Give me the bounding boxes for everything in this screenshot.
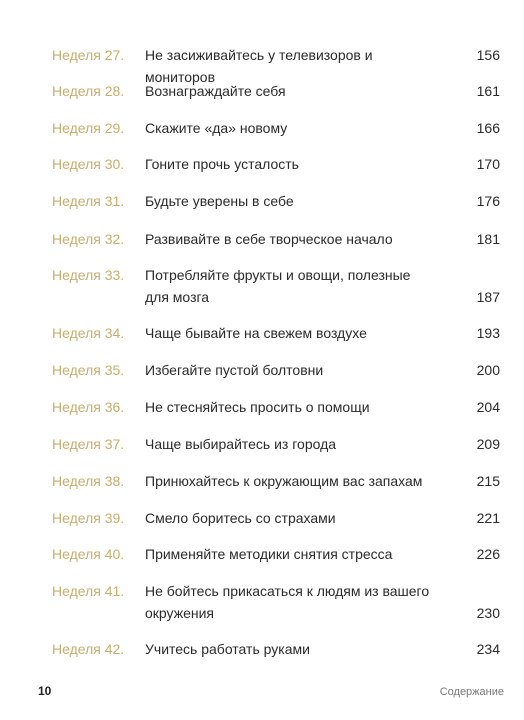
week-label: Неделя 29.	[52, 120, 125, 136]
chapter-title: Не стесняйтесь просить о помощи	[145, 399, 370, 415]
chapter-title: Скажите «да» новому	[145, 120, 288, 136]
chapter-title: Чаще бывайте на свежем воздухе	[145, 325, 367, 341]
chapter-title: Применяйте методики снятия стресса	[145, 546, 393, 562]
week-label: Неделя 37.	[52, 436, 125, 452]
week-label: Неделя 39.	[52, 510, 125, 526]
chapter-title: Смело боритесь со страхами	[145, 510, 336, 526]
chapter-title: Гоните прочь усталость	[145, 156, 299, 172]
week-label: Неделя 34.	[52, 325, 125, 341]
week-label: Неделя 32.	[52, 231, 125, 247]
page-number: 204	[476, 399, 500, 415]
page-number: 209	[476, 436, 500, 452]
week-label: Неделя 27.	[52, 47, 125, 63]
page-number: 234	[476, 641, 500, 657]
page-number: 156	[476, 47, 500, 63]
page-number: 193	[476, 325, 500, 341]
page-number: 215	[476, 473, 500, 489]
page-number: 226	[476, 546, 500, 562]
week-label: Неделя 28.	[52, 83, 125, 99]
chapter-title: Вознаграждайте себя	[145, 83, 286, 99]
page-number: 230	[476, 605, 500, 621]
chapter-title: Принюхайтесь к окружающим вас запахам	[145, 473, 423, 489]
footer-page-number: 10	[38, 684, 52, 698]
week-label: Неделя 30.	[52, 156, 125, 172]
page-number: 161	[476, 83, 500, 99]
week-label: Неделя 38.	[52, 473, 125, 489]
week-label: Неделя 40.	[52, 546, 125, 562]
week-label: Неделя 35.	[52, 362, 125, 378]
page-number: 176	[476, 193, 500, 209]
week-label: Неделя 31.	[52, 193, 125, 209]
page-number: 166	[476, 120, 500, 136]
page-number: 221	[476, 510, 500, 526]
page-number: 200	[476, 362, 500, 378]
chapter-title: Развивайте в себе творческое начало	[145, 231, 393, 247]
page-number: 170	[476, 156, 500, 172]
week-label: Неделя 36.	[52, 399, 125, 415]
chapter-title: Не бойтесь прикасаться к людям из вашего окружения	[145, 583, 430, 621]
footer-section-title: Содержание	[439, 686, 504, 698]
chapter-title: Избегайте пустой болтовни	[145, 362, 324, 378]
week-label: Неделя 33.	[52, 267, 125, 283]
page-number: 187	[476, 289, 500, 305]
page-number: 181	[476, 231, 500, 247]
week-label: Неделя 41.	[52, 583, 125, 599]
chapter-title: Чаще выбирайтесь из города	[145, 436, 337, 452]
chapter-title: Не засиживайтесь у телевизоров и мониторов	[145, 47, 373, 85]
chapter-title: Учитесь работать руками	[145, 641, 310, 657]
chapter-title: Будьте уверены в себе	[145, 193, 294, 209]
week-label: Неделя 42.	[52, 641, 125, 657]
chapter-title: Потребляйте фрукты и овощи, полезные для мозга	[145, 267, 411, 305]
